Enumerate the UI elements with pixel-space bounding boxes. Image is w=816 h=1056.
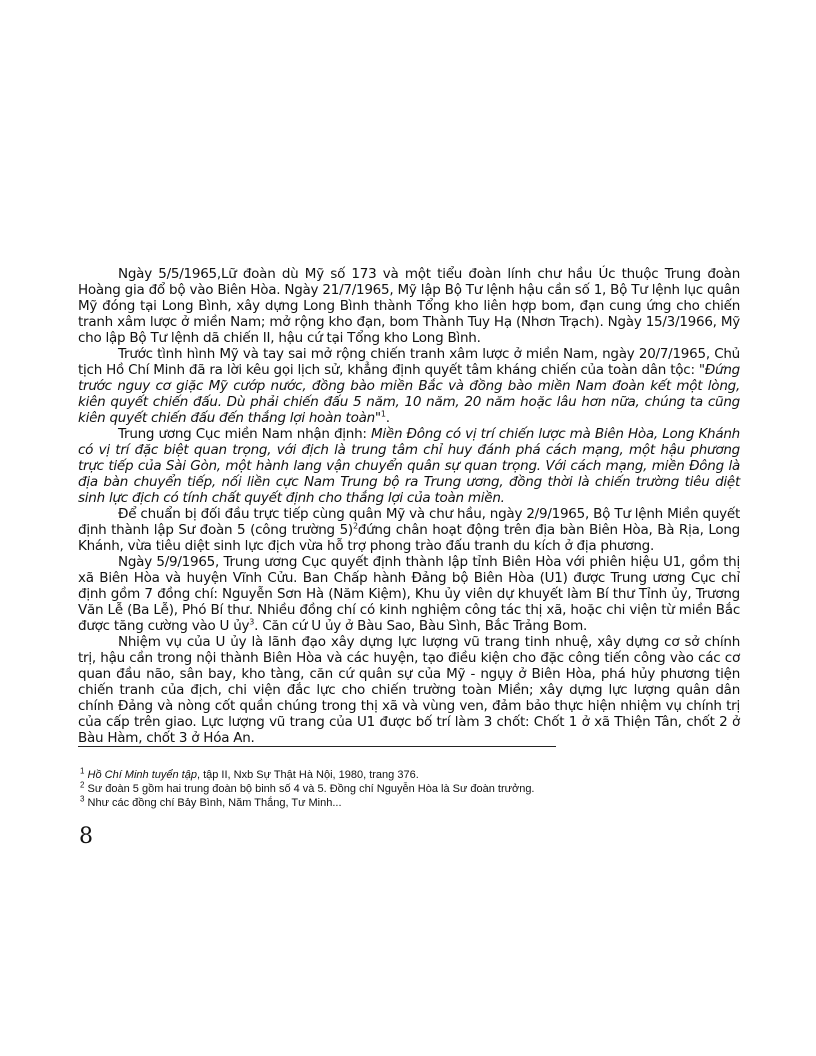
footnote-1-title: Hồ Chí Minh tuyển tập [87,769,197,781]
paragraph-2-end: . [385,410,390,426]
paragraph-3-lead: Trung ương Cục miền Nam nhận định: [118,426,371,442]
footnote-2-text: Sư đoàn 5 gồm hai trung đoàn bộ binh số 4 và 5. Đồng chí Nguyễn Hòa là Sư đoàn trưởng. [87,783,535,795]
ho-chi-minh-quote: "Đứng trước nguy cơ giặc Mỹ cướp nước, đồng bào miền Bắc và đồng bào miền Nam đoàn kết một lòng, kiên quyết chiến đấu. Dù phải chiến đấu 5 năm, 10 năm, 20 năm hoặc lâu hơn nữa, chúng ta cũng kiên quyết chiến đấu đến thắng lợi hoàn toàn" [78,362,740,426]
footnote-ref-3: 3 [249,617,255,627]
footnote-3-text: Như các đồng chí Bảy Bình, Năm Thắng, Tư Minh... [87,797,342,809]
footnote-3-mark: 3 [80,794,85,804]
paragraph-2 [78,346,740,426]
paragraph-2-lead: Trước tình hình Mỹ và tay sai mở rộng chiến tranh xâm lược ở miền Nam, ngày 20/7/1965, Chủ tịch Hồ Chí Minh đã ra lời kêu gọi lịch sử, khẳng định quyết tâm kháng chiến của toàn dân tộc: [78,346,740,378]
paragraph-1: Ngày 5/5/1965,Lữ đoàn dù Mỹ số 173 và một tiểu đoàn lính chư hầu Úc thuộc Trung đoàn Hoàng gia đổ bộ vào Biên Hòa. Ngày 21/7/1965, Mỹ lập Bộ Tư lệnh hậu cần số 1, Bộ Tư lệnh lục quân Mỹ đóng tại Long Bình, xây dựng Long Bình thành Tổng kho liên hợp bom, đạn cung ứng cho chiến tranh xâm lược ở miền Nam; mở rộng kho đạn, bom Thành Tuy Hạ (Nhơn Trạch). Ngày 15/3/1966, Mỹ cho lập Bộ Tư lệnh dã chiến II, hậu cứ tại Tổng kho Long Bình. [78,266,740,346]
footnote-3 [80,796,740,810]
footnote-1 [80,768,740,782]
footnote-1-text: , tập II, Nxb Sự Thật Hà Nội, 1980, trang 376. [196,769,419,781]
paragraph-4-lead: Để chuẩn bị đối đầu trực tiếp cùng quân Mỹ và chư hầu, ngày 2/9/1965, Bộ Tư lệnh Miền quyết định thành lập Sư đoàn 5 (công trường 5) [78,506,740,538]
paragraph-4-end: đứng chân hoạt động trên địa bàn Biên Hòa, Bà Rịa, Long Khánh, vừa tiêu diệt sinh lực địch vừa hỗ trợ phong trào đấu tranh du kích ở địa phương. [78,522,740,554]
footnotes [80,768,740,810]
paragraph-3-italic: Miền Đông có vị trí chiến lược mà Biên Hòa, Long Khánh có vị trí đặc biệt quan trọng, với địch là trung tâm chỉ huy đánh phá cách mạng, một hậu phương trực tiếp của Sài Gòn, một hành lang vận chuyển quân sự quan trọng. Với cách mạng, miền Đông là địa bàn chuyển tiếp, nối liền cực Nam Trung bộ ra Trung ương, đồng thời là chiến trường tiêu diệt sinh lực địch có tính chất quyết định cho thắng lợi của toàn miền. [78,426,740,506]
paragraph-5-lead: Ngày 5/9/1965, Trung ương Cục quyết định thành lập tỉnh Biên Hòa với phiên hiệu U1, gồm thị xã Biên Hòa và huyện Vĩnh Cửu. Ban Chấp hành Đảng bộ Biên Hòa (U1) được Trung ương Cục chỉ định gồm 7 đồng chí: Nguyễn Sơn Hà (Năm Kiệm), Khu ủy viên dự khuyết làm Bí thư Tỉnh ủy, Trương Văn Lễ (Ba Lễ), Phó Bí thư. Nhiều đồng chí có kinh nghiệm công tác thị xã, hoặc chi viện từ miền Bắc được tăng cường vào U ủy [78,554,740,634]
paragraph-6: Nhiệm vụ của U ủy là lãnh đạo xây dựng lực lượng vũ trang tinh nhuệ, xây dựng cơ sở chính trị, hậu cần trong nội thành Biên Hòa và các huyện, tạo điều kiện cho đặc công tiến công vào các cơ quan đầu não, sân bay, kho tàng, căn cứ quân sự của Mỹ - ngụy ở Biên Hòa, phá hủy phương tiện chiến tranh của địch, chi viện đắc lực cho chiến trường toàn Miền; xây dựng lực lượng quân dân chính Đảng và nòng cốt quần chúng trong thị xã và vùng ven, đảm bảo thực hiện nhiệm vụ chính trị của cấp trên giao. Lực lượng vũ trang của U1 được bố trí làm 3 chốt: Chốt 1 ở xã Thiện Tân, chốt 2 ở Bàu Hàm, chốt 3 ở Hóa An. [78,634,740,746]
footnote-divider [78,746,556,747]
paragraph-5 [78,554,740,634]
body-text [78,266,740,746]
page-number: 8 [79,824,93,849]
paragraph-3 [78,426,740,506]
paragraph-5-end: . Căn cứ U ủy ở Bàu Sao, Bàu Sình, Bắc Trảng Bom. [254,618,588,634]
footnote-ref-2: 2 [352,521,358,531]
paragraph-4 [78,506,740,554]
footnote-ref-1: 1 [380,409,386,419]
footnote-2 [80,782,740,796]
footnote-2-mark: 2 [80,780,85,790]
footnote-1-mark: 1 [80,766,85,776]
